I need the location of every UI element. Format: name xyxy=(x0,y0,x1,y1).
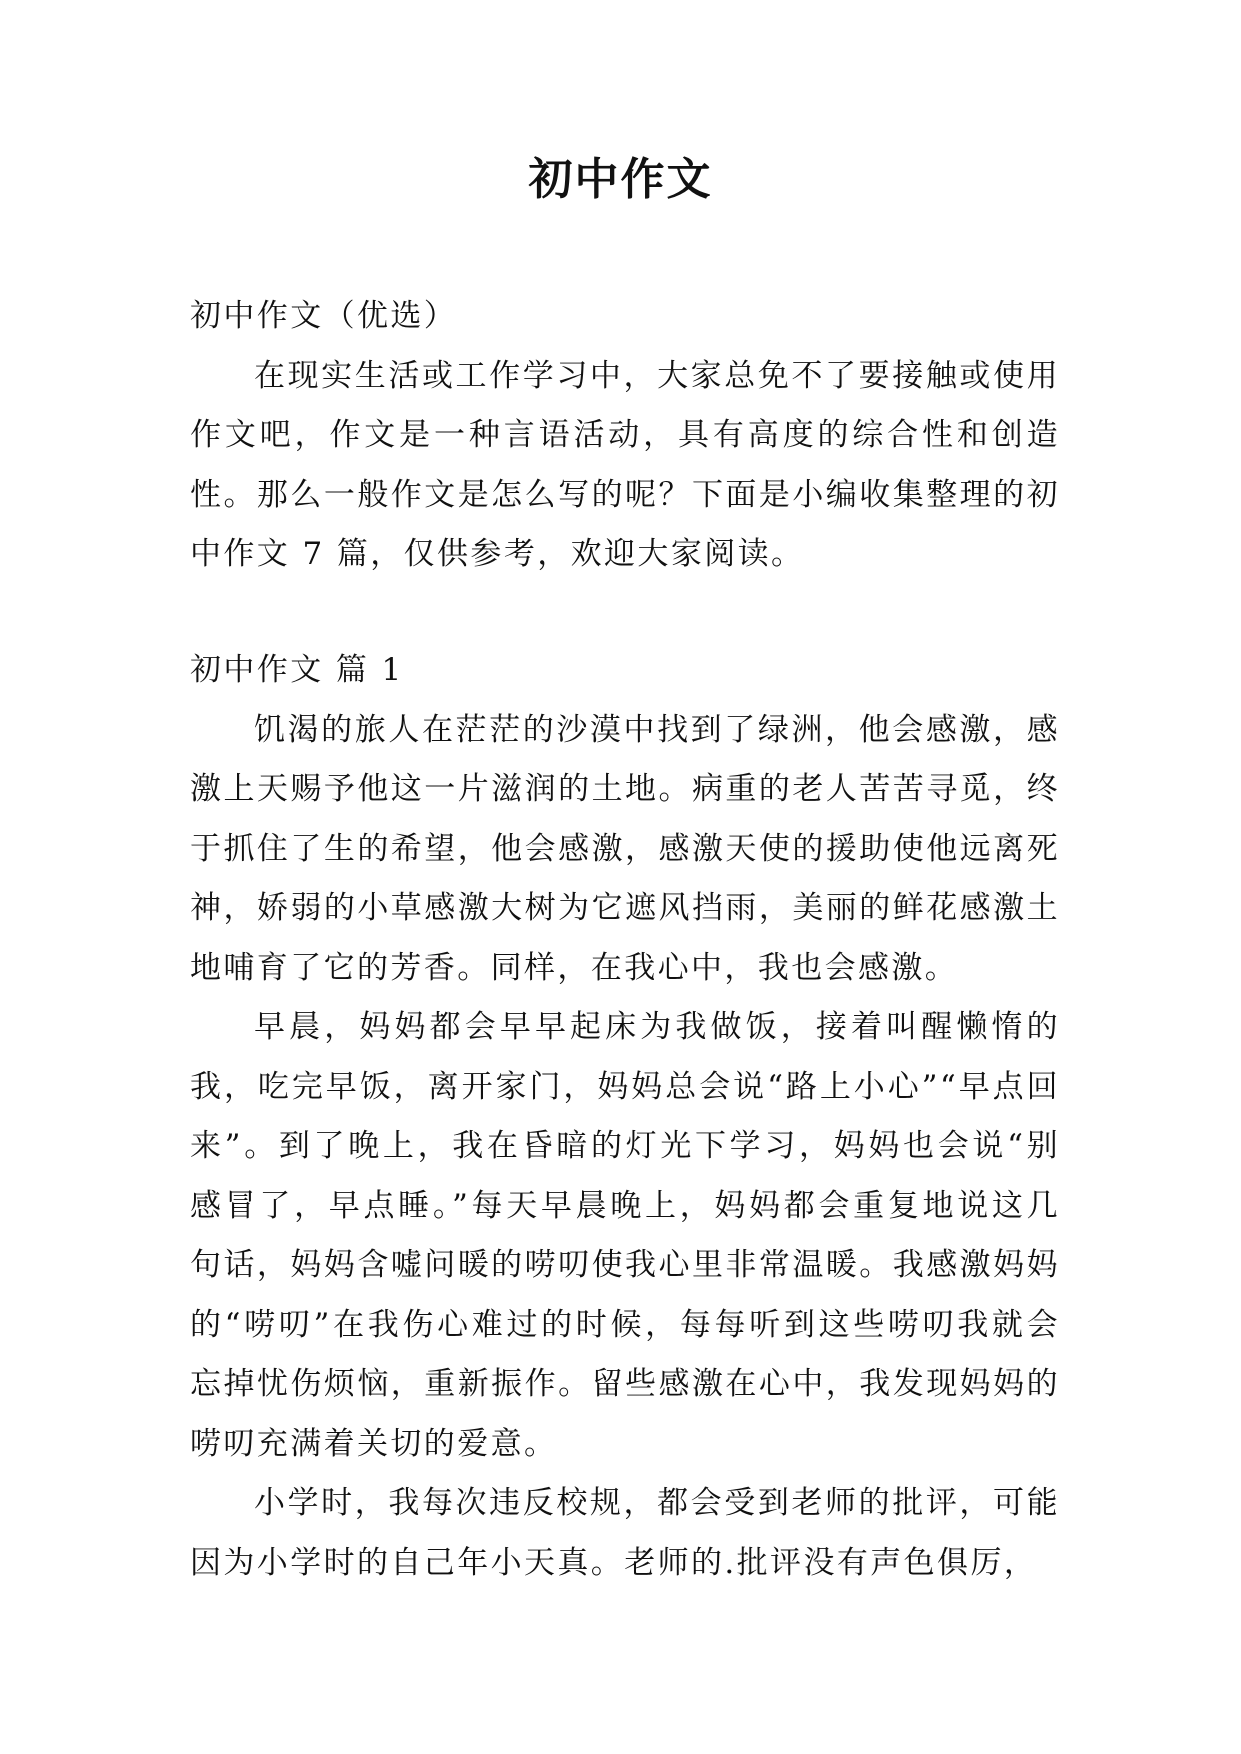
document-title: 初中作文 xyxy=(528,154,713,205)
article-section xyxy=(190,641,1060,1593)
intro-paragraph: 在现实生活或工作学习中，大家总免不了要接触或使用作文吧，作文是一种言语活动，具有高度的综合性和创造性。那么一般作文是怎么写的呢？下面是小编收集整理的初中作文 7 篇，仅供参考，欢迎大家阅读。 xyxy=(190,357,1060,572)
intro-section xyxy=(190,287,1060,585)
article-paragraph: 早晨，妈妈都会早早起床为我做饭，接着叫醒懒惰的我，吃完早饭，离开家门，妈妈总会说“路上小心”“早点回来”。到了晚上，我在昏暗的灯光下学习，妈妈也会说“别感冒了，早点睡。”每天早晨晚上，妈妈都会重复地说这几句话，妈妈含嘘问暖的唠叨使我心里非常温暖。我感激妈妈的“唠叨”在我伤心难过的时候，每每听到这些唠叨我就会忘掉忧伤烦恼，重新振作。留些感激在心中，我发现妈妈的唠叨充满着关切的爱意。 xyxy=(190,1009,1060,1462)
article-paragraph: 饥渴的旅人在茫茫的沙漠中找到了绿洲，他会感激，感激上天赐予他这一片滋润的土地。病重的老人苦苦寻觅，终于抓住了生的希望，他会感激，感激天使的援助使他远离死神，娇弱的小草感激大树为它遮风挡雨，美丽的鲜花感激土地哺育了它的芳香。同样，在我心中，我也会感激。 xyxy=(190,711,1060,986)
intro-heading: 初中作文（优选） xyxy=(190,298,458,334)
article-paragraph: 小学时，我每次违反校规，都会受到老师的批评，可能因为小学时的自己年小天真。老师的.批评没有声色俱厉， xyxy=(190,1485,1060,1581)
article-heading: 初中作文 篇 1 xyxy=(190,652,404,688)
